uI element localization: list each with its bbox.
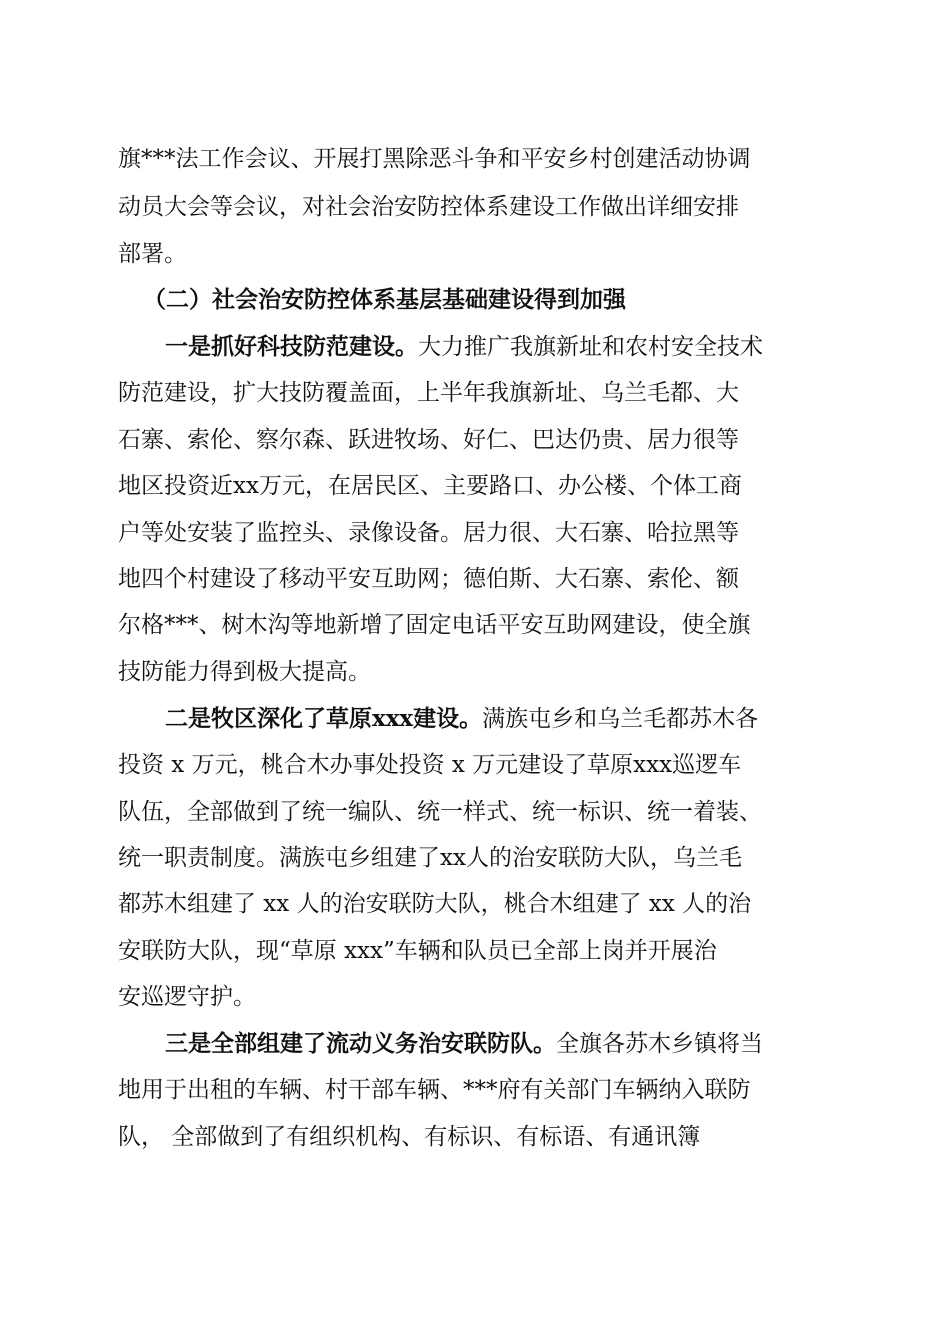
line-text: 大力推广我旗新址和农村安全技术: [418, 334, 763, 360]
text-line: [0, 931, 950, 971]
text-line: [0, 139, 950, 179]
line-text: 全旗各苏木乡镇将当: [556, 1031, 763, 1057]
line-text: 队， 全部做到了有组织机构、有标识、有标语、有通讯簿: [118, 1124, 701, 1150]
line-text: 石寨、索伦、察尔森、跃进牧场、好仁、巴达仍贵、居力很等: [118, 427, 739, 453]
text-line: [0, 420, 950, 460]
line-text: 防范建设，扩大技防覆盖面，上半年我旗新址、乌兰毛都、大: [118, 380, 739, 406]
text-line: [0, 187, 950, 227]
line-text: 满族屯乡和乌兰毛都苏木各: [482, 706, 759, 732]
text-line: [0, 884, 950, 924]
text-line: [0, 977, 950, 1017]
paragraph-first-line: [0, 699, 950, 739]
section-heading: [0, 280, 950, 320]
line-text: 户等处安装了监控头、录像设备。居力很、大石寨、哈拉黑等: [118, 520, 739, 546]
text-line: [0, 605, 950, 645]
line-text: 地四个村建设了移动平安互助网；德伯斯、大石寨、索伦、额: [118, 566, 739, 592]
text-line: [0, 513, 950, 553]
paragraph-first-line: [0, 327, 950, 367]
line-text: 投资 x 万元，桃合木办事处投资 x 万元建设了草原xxx巡逻车: [118, 752, 742, 778]
text-line: [0, 1117, 950, 1157]
paragraph-first-line: [0, 1024, 950, 1064]
line-text: 尔格***、树木沟等地新增了固定电话平安互助网建设，使全旗: [118, 612, 751, 638]
text-line: [0, 792, 950, 832]
line-text: 安巡逻守护。: [118, 984, 256, 1010]
text-line: [0, 652, 950, 692]
text-line: [0, 838, 950, 878]
line-text: 地区投资近xx万元，在居民区、主要路口、办公楼、个体工商: [118, 473, 742, 499]
line-text: 动员大会等会议，对社会治安防控体系建设工作做出详细安排: [118, 194, 739, 220]
text-line: [0, 745, 950, 785]
line-text: 技防能力得到极大提高。: [118, 659, 371, 685]
line-text: 安联防大队，现“草原 xxx”车辆和队员已全部上岗并开展治: [118, 938, 717, 964]
line-text: 队伍，全部做到了统一编队、统一样式、统一标识、统一着装、: [118, 799, 762, 825]
text-line: [0, 559, 950, 599]
paragraph-lead: 二是牧区深化了草原xxx建设。: [165, 705, 483, 732]
line-text: 旗***法工作会议、开展打黑除恶斗争和平安乡村创建活动协调: [118, 146, 751, 172]
line-text: 地用于出租的车辆、村干部车辆、***府有关部门车辆纳入联防: [118, 1077, 751, 1103]
line-text: 部署。: [118, 241, 187, 267]
line-text: 都苏木组建了 xx 人的治安联防大队，桃合木组建了 xx 人的治: [118, 891, 752, 917]
text-line: [0, 234, 950, 274]
text-line: [0, 466, 950, 506]
line-text: 统一职责制度。满族屯乡组建了xx人的治安联防大队，乌兰毛: [118, 845, 742, 871]
text-line: [0, 373, 950, 413]
section-heading-text: （二）社会治安防控体系基层基础建设得到加强: [143, 287, 626, 313]
text-line: [0, 1070, 950, 1110]
paragraph-lead: 一是抓好科技防范建设。: [165, 333, 418, 360]
paragraph-lead: 三是全部组建了流动义务治安联防队。: [165, 1030, 556, 1057]
